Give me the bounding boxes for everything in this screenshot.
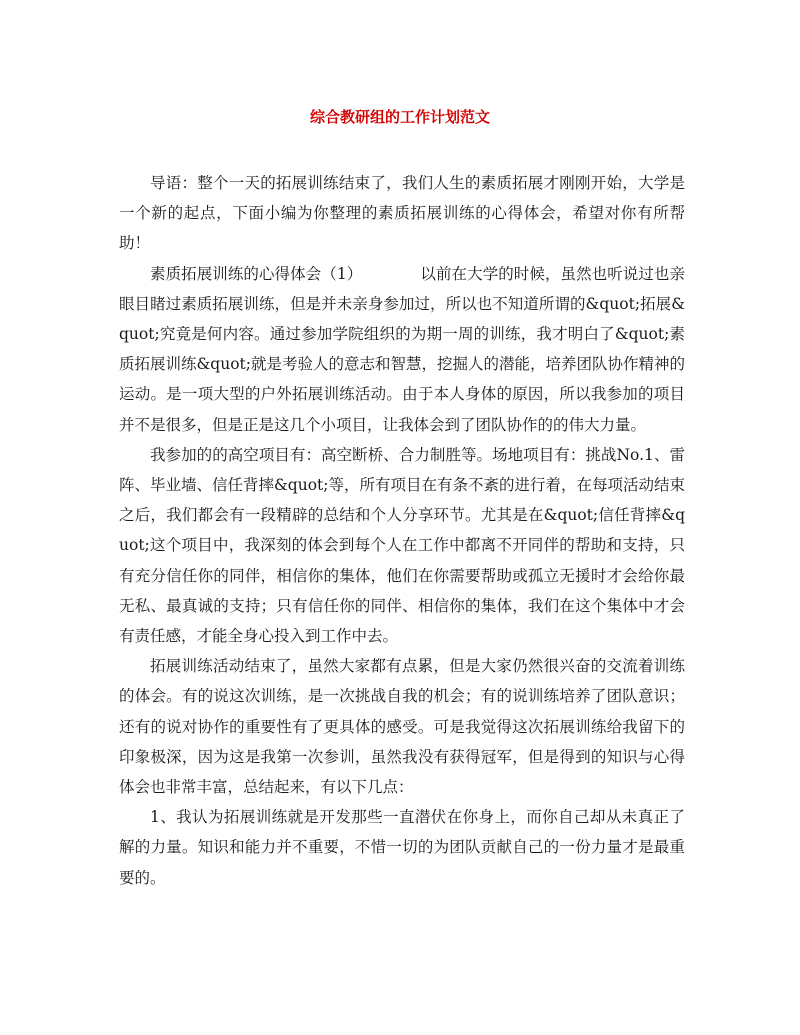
paragraph-text: 以前在大学的时候，虽然也听说过也亲眼目睹过素质拓展训练，但是并未亲身参加过，所以也不知道所谓的&quot;拓展&quot;究竟是何内容。通过参加学院组织的为期一周的训练，我才明白了&quot;素质拓展训练&quot;就是考验人的意志和智慧，挖掘人的潜能，培养团队协作精神的运动。是一项大型的户外拓展训练活动。由于本人身体的原因，所以我参加的项目并不是很多，但是正是这几个小项目，让我体会到了团队协作的的伟大力量。: [119, 264, 685, 434]
section-heading: 素质拓展训练的心得体会（1）: [150, 264, 363, 283]
document-body: [119, 168, 685, 893]
experience-paragraph-2: 我参加的的高空项目有：高空断桥、合力制胜等。场地项目有：挑战No.1、雷阵、毕业墙、信任背摔&quot;等，所有项目在有条不紊的进行着，在每项活动结束之后，我们都会有一段精辟的总结和个人分享环节。尤其是在&quot;信任背摔&quot;这个项目中，我深刻的体会到每个人在工作中都离不开同伴的帮助和支持，只有充分信任你的同伴，相信你的集体，他们在你需要帮助或孤立无援时才会给你最无私、最真诚的支持；只有信任你的同伴、相信你的集体，我们在这个集体中才会有责任感，才能全身心投入到工作中去。: [119, 445, 685, 646]
experience-paragraph-3: 拓展训练活动结束了，虽然大家都有点累，但是大家仍然很兴奋的交流着训练的体会。有的说这次训练，是一次挑战自我的机会；有的说训练培养了团队意识；还有的说对协作的重要性有了更具体的感受。可是我觉得这次拓展训练给我留下的印象极深，因为这是我第一次参训，虽然我没有获得冠军，但是得到的知识与心得体会也非常丰富，总结起来，有以下几点：: [119, 657, 685, 797]
intro-paragraph: 导语：整个一天的拓展训练结束了，我们人生的素质拓展才刚刚开始，大学是一个新的起点，下面小编为你整理的素质拓展训练的心得体会，希望对你有所帮助！: [119, 174, 685, 253]
point-1-paragraph: 1、我认为拓展训练就是开发那些一直潜伏在你身上，而你自己却从未真正了解的力量。知识和能力并不重要，不惜一切的为团队贡献自己的一份力量才是最重要的。: [119, 808, 685, 887]
document-title: 综合教研组的工作计划范文: [309, 108, 490, 126]
experience-paragraph-1: [119, 259, 685, 440]
